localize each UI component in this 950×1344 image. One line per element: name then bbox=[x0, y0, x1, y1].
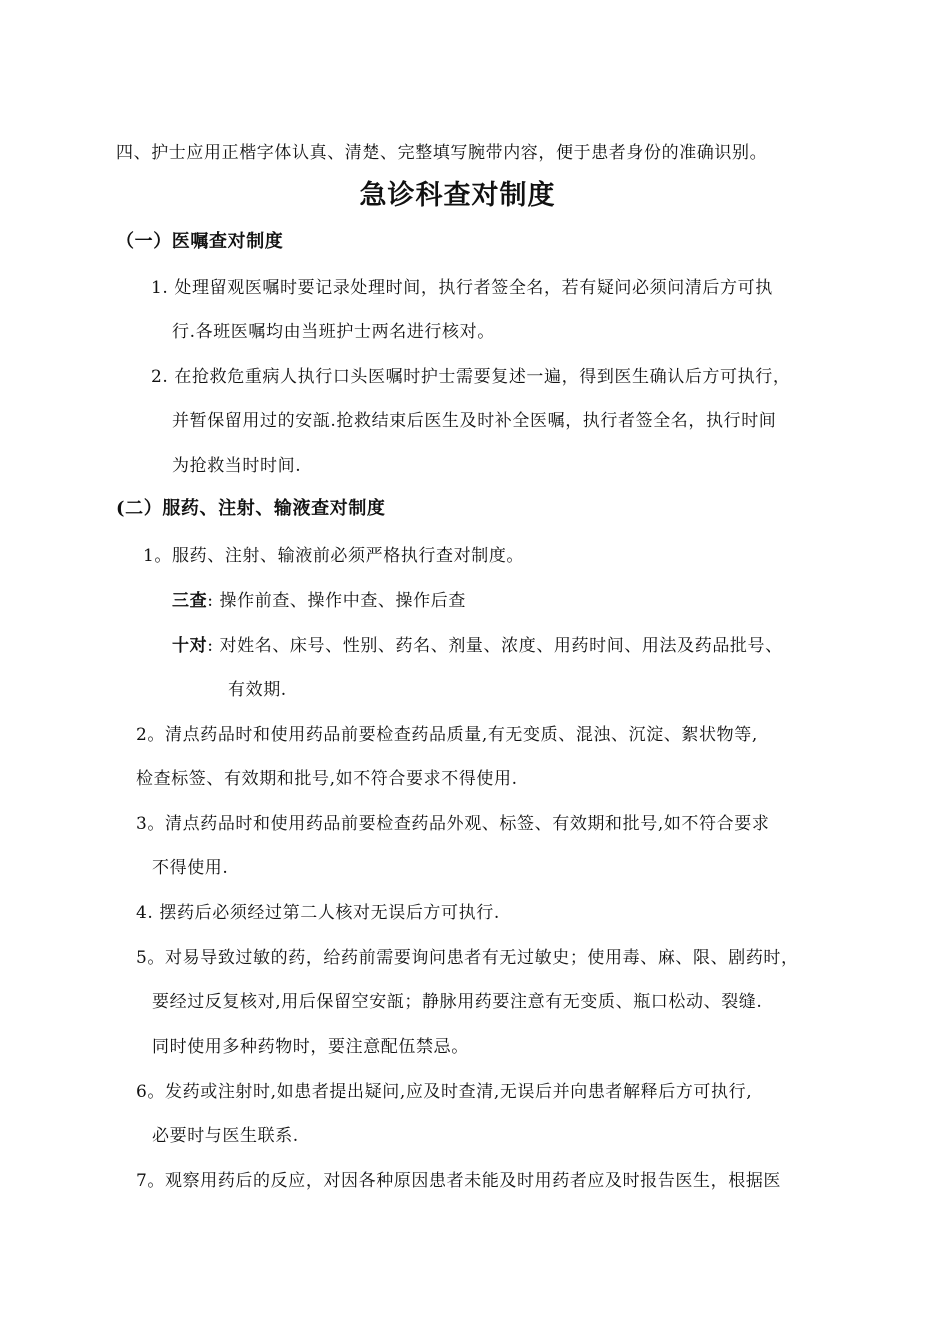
s2-item3-line1: 3。清点药品时和使用药品前要检查药品外观、标签、有效期和批号,如不符合要求 bbox=[136, 814, 770, 834]
s1-item2-line1: 2. 在抢救危重病人执行口头医嘱时护士需要复述一遍，得到医生确认后方可执行， bbox=[151, 367, 791, 387]
s2-item4: 4. 摆药后必须经过第二人核对无误后方可执行. bbox=[136, 903, 500, 923]
s1-item1-line2: 行.各班医嘱均由当班护士两名进行核对。 bbox=[172, 322, 495, 342]
shi-dui-line bbox=[172, 635, 783, 657]
shi-dui-text: : 对姓名、床号、性别、药名、剂量、浓度、用药时间、用法及药品批号、 bbox=[207, 636, 783, 656]
s1-item2-line2: 并暂保留用过的安瓿.抢救结束后医生及时补全医嘱，执行者签全名，执行时间 bbox=[172, 411, 777, 431]
s2-item6-line2: 必要时与医生联系. bbox=[152, 1126, 299, 1146]
s2-item6-line1: 6。发药或注射时,如患者提出疑问,应及时查清,无误后并向患者解释后方可执行, bbox=[136, 1082, 753, 1102]
s2-item7-line1: 7。观察用药后的反应，对因各种原因患者未能及时用药者应及时报告医生，根据医 bbox=[136, 1171, 782, 1191]
san-cha-line bbox=[172, 590, 466, 612]
s2-item5-line1: 5。对易导致过敏的药，给药前需要询问患者有无过敏史；使用毒、麻、限、剧药时， bbox=[136, 948, 799, 968]
s2-item3-line2: 不得使用. bbox=[152, 858, 229, 878]
s1-item2-line3: 为抢救当时时间. bbox=[172, 456, 302, 476]
s2-item5-line2: 要经过反复核对,用后保留空安瓿；静脉用药要注意有无变质、瓶口松动、裂缝. bbox=[152, 992, 763, 1012]
s2-item5-line3: 同时使用多种药物时，要注意配伍禁忌。 bbox=[152, 1037, 469, 1057]
section2-heading: (二）服药、注射、输液查对制度 bbox=[116, 498, 386, 519]
s2-item1: 1。服药、注射、输液前必须严格执行查对制度。 bbox=[143, 546, 525, 566]
s2-item2-line2: 检查标签、有效期和批号,如不符合要求不得使用. bbox=[136, 769, 518, 789]
shi-dui-line2: 有效期. bbox=[228, 680, 287, 700]
s2-item2-line1: 2。清点药品时和使用药品前要检查药品质量,有无变质、混浊、沉淀、絮状物等, bbox=[136, 725, 758, 745]
shi-dui-label: 十对 bbox=[172, 636, 208, 656]
s1-item1-line1: 1. 处理留观医嘱时要记录处理时间，执行者签全名，若有疑问必须问清后方可执 bbox=[151, 278, 773, 298]
san-cha-label: 三查 bbox=[172, 591, 208, 611]
intro-line: 四、护士应用正楷字体认真、清楚、完整填写腕带内容，便于患者身份的准确识别。 bbox=[116, 143, 768, 163]
san-cha-text: : 操作前查、操作中查、操作后查 bbox=[207, 591, 466, 611]
section1-heading: （一）医嘱查对制度 bbox=[116, 231, 284, 252]
page-title: 急诊科查对制度 bbox=[359, 180, 556, 211]
